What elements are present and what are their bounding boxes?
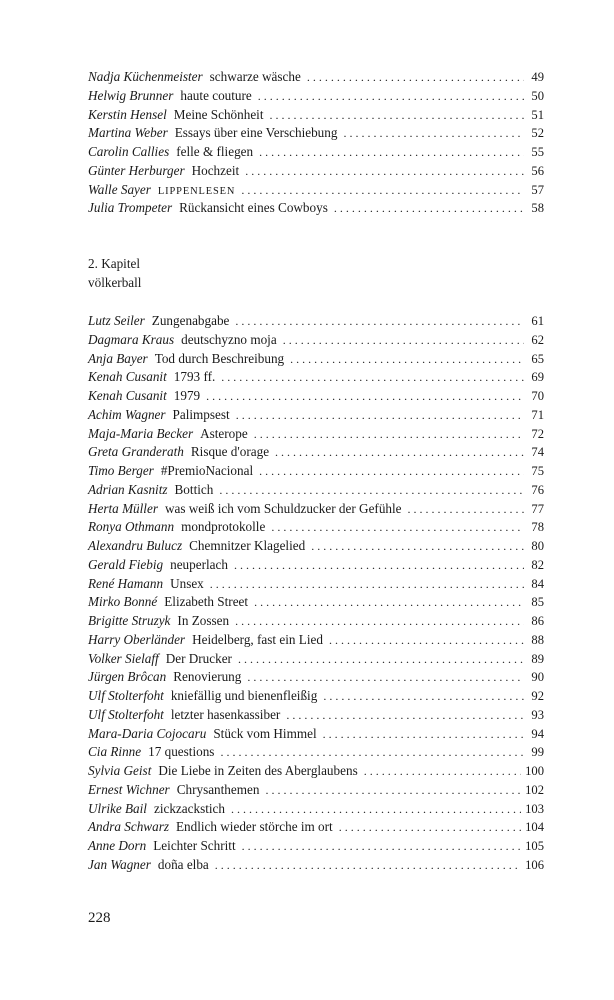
entry-title: Elizabeth Street	[164, 594, 249, 610]
toc-entry	[88, 518, 544, 537]
entry-title: zickzackstich	[153, 800, 225, 816]
dot-leader	[364, 762, 521, 781]
entry-title: Hochzeit	[191, 162, 240, 178]
entry-title: felle & fliegen	[176, 144, 254, 159]
dot-leader	[329, 631, 524, 650]
toc-entry	[88, 537, 544, 556]
toc-entry	[88, 593, 544, 612]
entry-page-number: 78	[531, 520, 544, 535]
entry-author: Herta Müller	[88, 500, 158, 516]
entry-author: Jan Wagner	[88, 856, 151, 872]
entry-page-number: 77	[531, 501, 544, 516]
entry-author: Kenah Cusanit	[88, 388, 167, 403]
entry-page-number: 88	[531, 632, 544, 647]
entry-page-number: 62	[531, 332, 544, 347]
entry-author: Alexandru Bulucz	[88, 538, 183, 553]
toc-entry	[88, 687, 544, 706]
entry-author: René Hamann	[88, 575, 164, 591]
toc-entry	[88, 68, 544, 87]
entry-title: neuperlach	[170, 556, 228, 572]
entry-page-number: 80	[531, 539, 544, 553]
entry-title: Palimpsest	[172, 406, 230, 422]
dot-leader	[270, 106, 525, 125]
toc-entry	[88, 706, 544, 725]
entry-title: Rückansicht eines Cowboys	[179, 200, 328, 216]
dot-leader	[210, 575, 524, 594]
entry-title: letzter hasenkassiber	[170, 706, 281, 722]
entry-page-number: 51	[531, 107, 544, 122]
dot-leader	[283, 331, 524, 350]
entry-title: Stück vom Himmel	[213, 725, 317, 741]
toc-entry	[88, 800, 544, 819]
entry-page-number: 85	[531, 595, 544, 610]
dot-leader	[286, 706, 524, 725]
entry-title: Bottich	[174, 481, 214, 497]
entry-title: Chemnitzer Klagelied	[189, 538, 306, 553]
toc-entry	[88, 87, 544, 106]
toc-section-1	[88, 68, 544, 218]
entry-title: #PremioNacional	[160, 463, 254, 478]
entry-page-number: 65	[531, 351, 544, 366]
toc-entry	[88, 725, 544, 744]
toc-entry	[88, 818, 544, 837]
dot-leader	[215, 856, 521, 875]
entry-page-number: 58	[531, 201, 544, 216]
entry-page-number: 82	[531, 557, 544, 572]
entry-author: Anja Bayer	[88, 350, 148, 366]
toc-entry	[88, 650, 544, 669]
toc-entry	[88, 124, 544, 143]
dot-leader	[219, 481, 524, 500]
entry-title: kniefällig und bienenfleißig	[170, 688, 318, 703]
entry-author: Julia Trompeter	[88, 200, 173, 216]
entry-author: Cia Rinne	[88, 744, 142, 760]
dot-leader	[234, 556, 524, 575]
entry-title: 1793 ff.	[173, 369, 216, 385]
entry-title: LIPPENLESEN	[157, 185, 236, 197]
toc-entry	[88, 106, 544, 125]
dot-leader	[311, 537, 524, 556]
entry-page-number: 75	[531, 464, 544, 478]
entry-page-number: 90	[531, 670, 544, 685]
entry-author: Greta Granderath	[88, 444, 184, 460]
entry-page-number: 50	[531, 88, 544, 103]
dot-leader	[323, 725, 524, 744]
entry-page-number: 72	[531, 426, 544, 441]
entry-page-number: 104	[525, 820, 544, 835]
entry-title: Zungenabgabe	[151, 313, 230, 328]
entry-title: Leichter Schritt	[153, 838, 236, 853]
entry-page-number: 99	[531, 745, 544, 760]
entry-author: Harry Oberländer	[88, 631, 186, 647]
dot-leader	[245, 162, 524, 181]
entry-author: Volker Sielaff	[88, 650, 159, 666]
entry-title: In Zossen	[177, 613, 230, 628]
entry-author: Helwig Brunner	[88, 87, 174, 103]
dot-leader	[323, 687, 524, 706]
toc-entry	[88, 781, 544, 800]
entry-page-number: 106	[525, 857, 544, 872]
dot-leader	[307, 68, 524, 87]
entry-author: Ulrike Bail	[88, 800, 147, 816]
entry-author: Walle Sayer	[88, 181, 151, 197]
entry-author: Achim Wagner	[88, 406, 166, 422]
entry-author: Carolin Callies	[88, 144, 170, 159]
entry-page-number: 102	[525, 782, 544, 797]
entry-author: Timo Berger	[88, 463, 154, 478]
entry-page-number: 56	[531, 163, 544, 178]
entry-author: Ulf Stolterfoht	[88, 706, 164, 722]
toc-entry	[88, 500, 544, 519]
entry-title: Tod durch Beschreibung	[154, 350, 285, 366]
entry-author: Nadja Küchenmeister	[88, 69, 203, 84]
dot-leader	[275, 443, 524, 462]
entry-title: Risque d'orage	[190, 444, 270, 460]
entry-author: Anne Dorn	[88, 838, 147, 853]
toc-entry	[88, 743, 544, 762]
entry-page-number: 93	[531, 707, 544, 722]
entry-title: Die Liebe in Zeiten des Aberglaubens	[158, 763, 358, 778]
toc-entry	[88, 406, 544, 425]
dot-leader	[247, 668, 524, 687]
entry-author: Mirko Bonné	[88, 594, 158, 610]
entry-author: Günter Herburger	[88, 162, 185, 178]
entry-author: Adrian Kasnitz	[88, 481, 168, 497]
chapter-heading	[88, 254, 141, 292]
entry-page-number: 74	[531, 445, 544, 460]
dot-leader	[254, 425, 524, 444]
entry-title: haute couture	[180, 87, 252, 103]
entry-author: Gerald Fiebig	[88, 556, 164, 572]
entry-author: Brigitte Struzyk	[88, 613, 171, 628]
entry-page-number: 94	[531, 726, 544, 741]
entry-title: Der Drucker	[165, 650, 232, 666]
toc-entry	[88, 443, 544, 462]
toc-entry	[88, 856, 544, 875]
entry-title: Renovierung	[173, 669, 242, 685]
entry-page-number: 57	[531, 182, 544, 197]
toc-entry	[88, 612, 544, 631]
entry-page-number: 89	[531, 651, 544, 666]
entry-title: Meine Schönheit	[173, 106, 264, 122]
toc-entry	[88, 575, 544, 594]
dot-leader	[259, 462, 524, 481]
entry-title: deutschyzno moja	[181, 331, 277, 347]
dot-leader	[235, 312, 524, 331]
dot-leader	[334, 199, 524, 218]
entry-page-number: 100	[525, 764, 544, 778]
toc-entry	[88, 668, 544, 687]
dot-leader	[220, 743, 524, 762]
entry-title: mondprotokolle	[181, 519, 266, 535]
toc-entry	[88, 312, 544, 331]
entry-title: schwarze wäsche	[209, 69, 301, 84]
chapter-title: völkerball	[88, 275, 142, 290]
entry-author: Ernest Wichner	[88, 781, 170, 797]
dot-leader	[339, 818, 521, 837]
toc-entry	[88, 350, 544, 369]
toc-entry	[88, 837, 544, 856]
dot-leader	[258, 87, 524, 106]
entry-author: Andra Schwarz	[88, 819, 169, 835]
toc-entry	[88, 462, 544, 481]
entry-page-number: 92	[531, 689, 544, 703]
entry-title: Asterope	[200, 425, 248, 441]
entry-author: Maja-Maria Becker	[88, 425, 194, 441]
dot-leader	[290, 350, 524, 369]
dot-leader	[259, 143, 524, 162]
entry-author: Ulf Stolterfoht	[88, 688, 164, 703]
entry-author: Mara-Daria Cojocaru	[88, 725, 207, 741]
toc-entry	[88, 143, 544, 162]
entry-author: Dagmara Kraus	[88, 331, 175, 347]
dot-leader	[236, 406, 524, 425]
toc-entry	[88, 387, 544, 406]
entry-page-number: 52	[531, 126, 544, 141]
page-number: 228	[88, 910, 111, 926]
entry-page-number: 71	[531, 407, 544, 422]
entry-title: 17 questions	[148, 744, 215, 760]
dot-leader	[271, 518, 524, 537]
entry-author: Kerstin Hensel	[88, 106, 167, 122]
toc-entry	[88, 181, 544, 200]
entry-title: Endlich wieder störche im ort	[175, 819, 333, 835]
dot-leader	[241, 181, 524, 200]
entry-author: Sylvia Geist	[88, 763, 152, 778]
entry-page-number: 49	[531, 70, 544, 84]
toc-section-2	[88, 312, 544, 875]
entry-title: doña elba	[157, 856, 209, 872]
entry-title: Heidelberg, fast ein Lied	[192, 631, 323, 647]
toc-entry	[88, 556, 544, 575]
entry-page-number: 69	[531, 370, 544, 385]
dot-leader	[206, 387, 524, 406]
chapter-label: 2. Kapitel	[88, 256, 141, 271]
toc-entry	[88, 631, 544, 650]
toc-entry	[88, 762, 544, 781]
dot-leader	[231, 800, 521, 819]
dot-leader	[221, 368, 524, 387]
entry-page-number: 61	[531, 314, 544, 328]
entry-title: 1979	[173, 388, 201, 403]
dot-leader	[242, 837, 521, 856]
toc-entry	[88, 162, 544, 181]
entry-page-number: 84	[531, 576, 544, 591]
entry-title: was weiß ich vom Schuldzucker der Gefühle	[164, 500, 402, 516]
entry-title: Essays über eine Verschiebung	[174, 125, 338, 141]
toc-entry	[88, 368, 544, 387]
entry-title: Unsex	[170, 575, 204, 591]
entry-author: Jürgen Brôcan	[88, 669, 167, 685]
entry-page-number: 86	[531, 614, 544, 628]
dot-leader	[408, 500, 524, 519]
dot-leader	[254, 593, 524, 612]
dot-leader	[265, 781, 521, 800]
entry-author: Martina Weber	[88, 125, 168, 141]
entry-title: Chrysanthemen	[176, 781, 260, 797]
toc-entry	[88, 425, 544, 444]
entry-page-number: 55	[531, 145, 544, 159]
entry-author: Lutz Seiler	[88, 313, 145, 328]
entry-author: Kenah Cusanit	[88, 369, 167, 385]
toc-entry	[88, 199, 544, 218]
entry-page-number: 103	[525, 801, 544, 816]
entry-author: Ronya Othmann	[88, 519, 175, 535]
toc-entry	[88, 331, 544, 350]
entry-page-number: 105	[525, 839, 544, 853]
dot-leader	[235, 612, 524, 631]
entry-page-number: 70	[531, 389, 544, 403]
dot-leader	[343, 124, 524, 143]
entry-page-number: 76	[531, 482, 544, 497]
dot-leader	[238, 650, 524, 669]
toc-entry	[88, 481, 544, 500]
